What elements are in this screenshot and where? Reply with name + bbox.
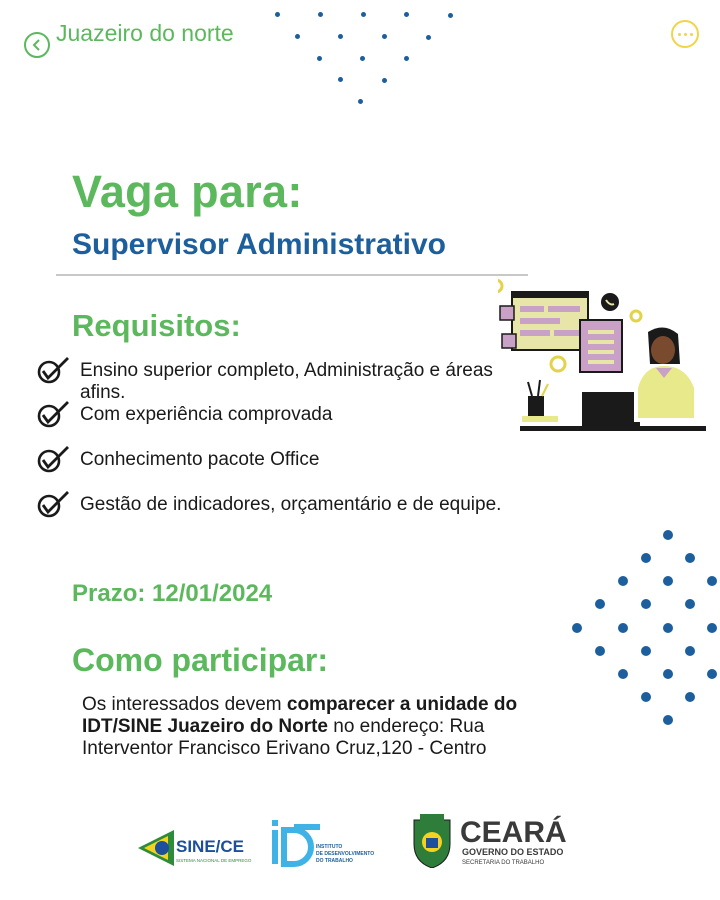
decorative-dot bbox=[663, 576, 673, 586]
decorative-dot bbox=[382, 34, 387, 39]
decorative-dot bbox=[338, 77, 343, 82]
how-text-part1: Os interessados devem bbox=[82, 694, 287, 715]
decorative-dot bbox=[641, 599, 651, 609]
decorative-dot bbox=[663, 623, 673, 633]
decorative-dot bbox=[360, 56, 365, 61]
title-divider bbox=[56, 274, 528, 276]
sine-logo-subtitle: SISTEMA NACIONAL DE EMPREGO bbox=[176, 858, 252, 863]
decorative-dot bbox=[572, 623, 582, 633]
decorative-dot bbox=[317, 56, 322, 61]
ceara-logo-line2: SECRETARIA DO TRABALHO bbox=[462, 860, 545, 866]
check-circle-icon bbox=[36, 446, 70, 474]
requirement-item bbox=[36, 494, 516, 519]
decorative-dot bbox=[382, 78, 387, 83]
decorative-dot bbox=[618, 623, 628, 633]
decorative-dot bbox=[685, 553, 695, 563]
requirement-text: Ensino superior completo, Administração e áreas afins. bbox=[80, 360, 493, 403]
decorative-dot bbox=[685, 646, 695, 656]
ceara-government-logo bbox=[410, 812, 590, 868]
ceara-logo-text: CEARÁ bbox=[460, 816, 567, 849]
more-options-button[interactable] bbox=[671, 20, 699, 48]
decorative-dot bbox=[707, 669, 717, 679]
requirements-heading: Requisitos: bbox=[72, 308, 241, 343]
decorative-dot bbox=[318, 12, 323, 17]
decorative-dot bbox=[663, 715, 673, 725]
requirement-item bbox=[36, 360, 516, 404]
office-worker-illustration bbox=[498, 276, 708, 438]
decorative-dot bbox=[595, 599, 605, 609]
decorative-dot bbox=[404, 56, 409, 61]
check-circle-icon bbox=[36, 491, 70, 519]
vaga-heading: Vaga para: bbox=[72, 166, 303, 217]
decorative-dot bbox=[685, 599, 695, 609]
deadline: Prazo: 12/01/2024 bbox=[72, 580, 273, 607]
decorative-dot bbox=[618, 669, 628, 679]
decorative-dot bbox=[404, 12, 409, 17]
header-title: Juazeiro do norte bbox=[56, 20, 234, 46]
idt-logo-line2: DE DESENVOLVIMENTO bbox=[316, 851, 375, 857]
idt-logo-line3: DO TRABALHO bbox=[316, 858, 353, 864]
decorative-dot bbox=[448, 13, 453, 18]
decorative-dot bbox=[595, 646, 605, 656]
back-button[interactable] bbox=[24, 32, 50, 58]
chevron-left-icon bbox=[31, 39, 43, 51]
requirement-text: Conhecimento pacote Office bbox=[80, 449, 320, 470]
decorative-dot bbox=[358, 99, 363, 104]
how-to-participate-heading: Como participar: bbox=[72, 642, 329, 678]
decorative-dot bbox=[641, 692, 651, 702]
ceara-logo-line1: GOVERNO DO ESTADO bbox=[462, 847, 564, 857]
decorative-dot bbox=[663, 530, 673, 540]
requirement-item bbox=[36, 449, 516, 474]
how-text-part2: no endereço: Rua Interventor Francisco Erivano Cruz,120 - Centro bbox=[82, 716, 487, 759]
decorative-dot bbox=[338, 34, 343, 39]
decorative-dot bbox=[618, 576, 628, 586]
decorative-dot bbox=[707, 576, 717, 586]
requirement-text: Com experiência comprovada bbox=[80, 404, 333, 425]
sine-ce-logo bbox=[138, 830, 258, 866]
check-circle-icon bbox=[36, 401, 70, 429]
requirement-item bbox=[36, 404, 516, 429]
check-circle-icon bbox=[36, 357, 70, 385]
decorative-dot bbox=[685, 692, 695, 702]
job-title: Supervisor Administrativo bbox=[72, 228, 446, 261]
requirement-text: Gestão de indicadores, orçamentário e de equipe. bbox=[80, 494, 502, 515]
idt-logo-line1: INSTITUTO bbox=[316, 844, 343, 850]
decorative-dot bbox=[707, 623, 717, 633]
sine-logo-text: SINE/CE bbox=[176, 837, 245, 856]
more-horizontal-icon bbox=[678, 33, 681, 36]
decorative-dot bbox=[663, 669, 673, 679]
decorative-dot bbox=[275, 12, 280, 17]
decorative-dot bbox=[361, 12, 366, 17]
how-text-bold: comparecer a unidade do IDT/SINE Juazeiro do Norte bbox=[82, 694, 518, 737]
how-to-participate-text bbox=[82, 694, 522, 760]
decorative-dot bbox=[295, 34, 300, 39]
idt-logo bbox=[270, 818, 380, 868]
decorative-dot bbox=[641, 646, 651, 656]
decorative-dot bbox=[426, 35, 431, 40]
decorative-dot bbox=[641, 553, 651, 563]
